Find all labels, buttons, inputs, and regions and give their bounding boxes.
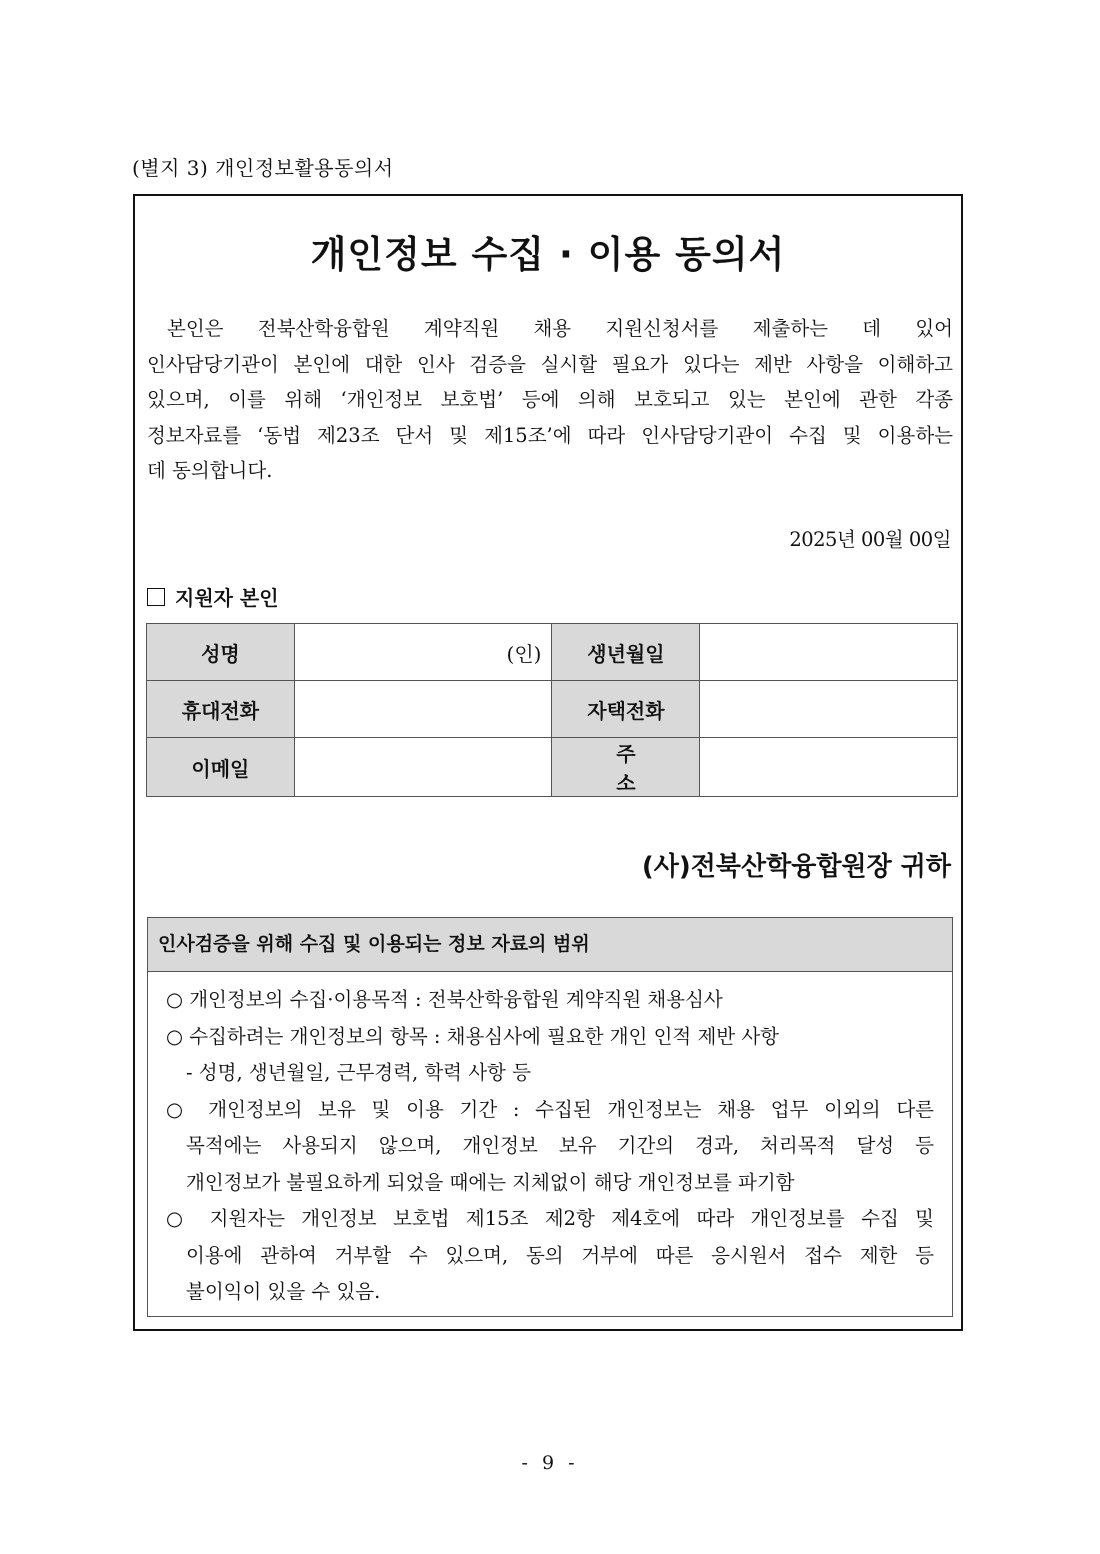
seal-mark: (인) <box>506 641 542 666</box>
list-item: ○ 지원자는 개인정보 보호법 제15조 제2항 제4호에 따라 개인정보를 수집 및 <box>166 1207 934 1230</box>
email-field[interactable] <box>294 738 552 797</box>
home-phone-label: 자택전화 <box>552 681 700 738</box>
birthdate-field[interactable] <box>700 624 958 681</box>
checkbox-icon <box>147 588 165 606</box>
applicant-info-table <box>146 623 958 797</box>
data-scope-body <box>148 972 952 1311</box>
statement-line: 있으며, 이를 위해 ‘개인정보 보호법’ 등에 의해 보호되고 있는 본인에 관한 각종 <box>147 388 953 411</box>
recipient: (사)전북산학융합원장 귀하 <box>641 852 951 882</box>
table-row <box>147 681 958 738</box>
signature-date: 2025년 00월 00일 <box>789 528 951 551</box>
consent-form <box>133 194 963 1331</box>
statement-line: 본인은 전북산학융합원 계약직원 채용 지원신청서를 제출하는 데 있어 <box>167 317 953 340</box>
statement-line: 인사담당기관이 본인에 대한 인사 검증을 실시할 필요가 있다는 제반 사항을 이해하고 <box>147 352 953 376</box>
mobile-field[interactable] <box>294 681 552 738</box>
data-scope-heading: 인사검증을 위해 수집 및 이용되는 정보 자료의 범위 <box>148 918 952 972</box>
applicant-section-heading <box>147 582 279 611</box>
home-phone-field[interactable] <box>700 681 958 738</box>
birthdate-label: 생년월일 <box>552 624 700 681</box>
statement-line: 데 동의합니다. <box>147 459 273 482</box>
name-label: 성명 <box>147 624 295 681</box>
table-row <box>147 624 958 681</box>
annex-label: (별지 3) 개인정보활용동의서 <box>132 156 394 180</box>
list-item: 불이익이 있을 수 있음. <box>186 1280 381 1303</box>
list-item: - 성명, 생년월일, 근무경력, 학력 사항 등 <box>186 1061 531 1084</box>
mobile-label: 휴대전화 <box>147 681 295 738</box>
consent-statement <box>147 311 953 489</box>
list-item: 목적에는 사용되지 않으며, 개인정보 보유 기간의 경과, 처리목적 달성 등 <box>186 1134 934 1157</box>
name-field[interactable] <box>294 624 552 681</box>
table-row <box>147 738 958 797</box>
email-label: 이메일 <box>147 738 295 797</box>
address-field[interactable] <box>700 738 958 797</box>
list-item: 개인정보가 불필요하게 되었을 때에는 지체없이 해당 개인정보를 파기함 <box>186 1170 795 1194</box>
list-item: ○ 수집하려는 개인정보의 항목 : 채용심사에 필요한 개인 인적 제반 사항 <box>166 1024 780 1048</box>
list-item: 이용에 관하여 거부할 수 있으며, 동의 거부에 따른 응시원서 접수 제한 등 <box>186 1243 934 1267</box>
list-item: ○ 개인정보의 수집·이용목적 : 전북산학융합원 계약직원 채용심사 <box>166 988 723 1011</box>
applicant-section-label: 지원자 본인 <box>175 586 279 610</box>
data-scope-box <box>147 917 953 1317</box>
page-number: - 9 - <box>521 1452 579 1474</box>
address-label: 주소 <box>552 738 700 797</box>
list-item: ○ 개인정보의 보유 및 이용 기간 : 수집된 개인정보는 채용 업무 이외의 다른 <box>166 1097 934 1121</box>
statement-line: 정보자료를 ‘동법 제23조 단서 및 제15조’에 따라 인사담당기관이 수집 및 이용하는 <box>147 423 953 447</box>
form-title: 개인정보 수집 · 이용 동의서 <box>310 233 786 276</box>
